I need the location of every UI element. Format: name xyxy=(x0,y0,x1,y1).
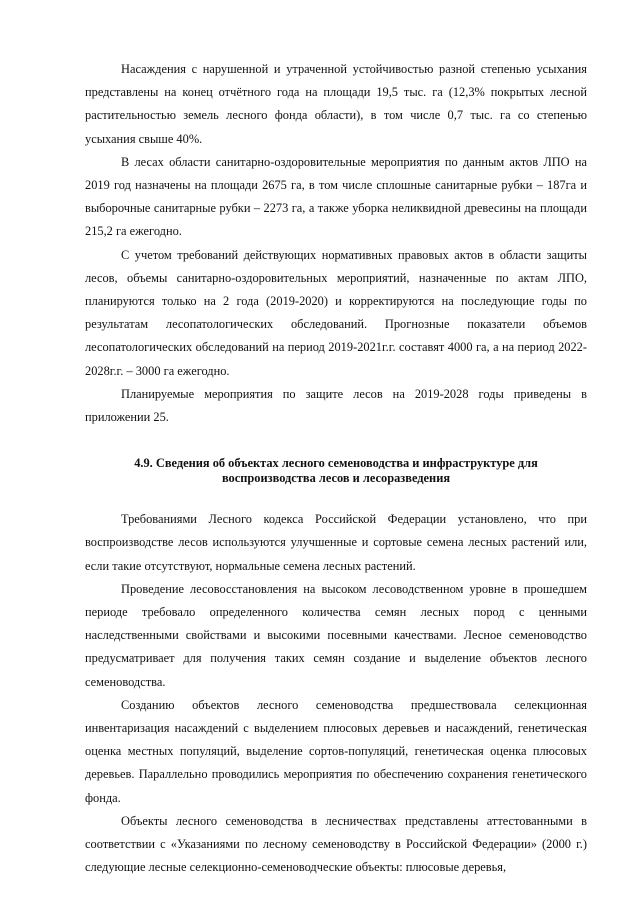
paragraph-regulatory-requirements: С учетом требований действующих нормативных правовых актов в области защиты лесов, объемы санитарно-оздоровительных мероприятий, назначенные по актам ЛПО, планируются только на 2 года (2019-2020) и корректируются на последующие годы по результатам лесопатологических обследований. Прогнозные показатели объемов лесопатологических обследований на период 2019-2021г.г. составят 4000 га, а на период 2022-2028г.г. – 3000 га ежегодно. xyxy=(85,247,587,378)
paragraph-forest-code: Требованиями Лесного кодекса Российской Федерации установлено, что при воспроизводстве лесов используются улучшенные и сортовые семена лесных растений или, если такие отсутствуют, нормальные семена лесных растений. xyxy=(85,512,587,573)
paragraph-seed-objects: Объекты лесного семеноводства в лесничествах представлены аттестованными в соответствии с «Указаниями по лесному семеноводству в Российской Федерации» (2000 г.) следующие лесные селекционно-семеноводческие объекты: плюсовые деревья, xyxy=(85,813,587,875)
paragraph-planned-measures: Планируемые мероприятия по защите лесов на 2019-2028 годы приведены в приложении 25. xyxy=(85,386,587,425)
paragraph-sanitary-measures: В лесах области санитарно-оздоровительные мероприятия по данным актов ЛПО на 2019 год назначены на площади 2675 га, в том числе сплошные санитарные рубки – 187га и выборочные санитарные рубки – 2273 га, а также уборка неликвидной древесины на площади 215,2 га ежегодно. xyxy=(85,154,587,239)
paragraph-drying-stands: Насаждения с нарушенной и утраченной устойчивостью разной степенью усыхания представлены на конец отчётного года на площади 19,5 тыс. га (12,3% покрытых лесной растительностью земель лесного фонда области), в том числе 0,7 тыс. га со степенью усыхания свыше 40%. xyxy=(85,62,587,146)
section-heading xyxy=(85,456,587,486)
paragraph-reforestation: Проведение лесовосстановления на высоком лесоводственном уровне в прошедшем периоде требовало определенного количества семян лесных пород с ценными наследственными свойствами и высокими посевными качествами. Лесное семеноводство предусматривает для получения таких семян создание и выделение объектов лесного семеноводства. xyxy=(85,581,587,689)
section-heading-line-1: 4.9. Сведения об объектах лесного семеноводства и инфраструктуре для xyxy=(134,456,538,471)
paragraph-selection-inventory: Созданию объектов лесного семеноводства предшествовала селекционная инвентаризация насаждений с выделением плюсовых деревьев и насаждений, генетическая оценка местных популяций, выделение сортов-популяций, генетическая оценка плюсовых деревьев. Параллельно проводились мероприятия по обеспечению сохранения генетического фонда. xyxy=(85,697,587,805)
section-heading-line-2: воспроизводства лесов и лесоразведения xyxy=(221,471,451,486)
